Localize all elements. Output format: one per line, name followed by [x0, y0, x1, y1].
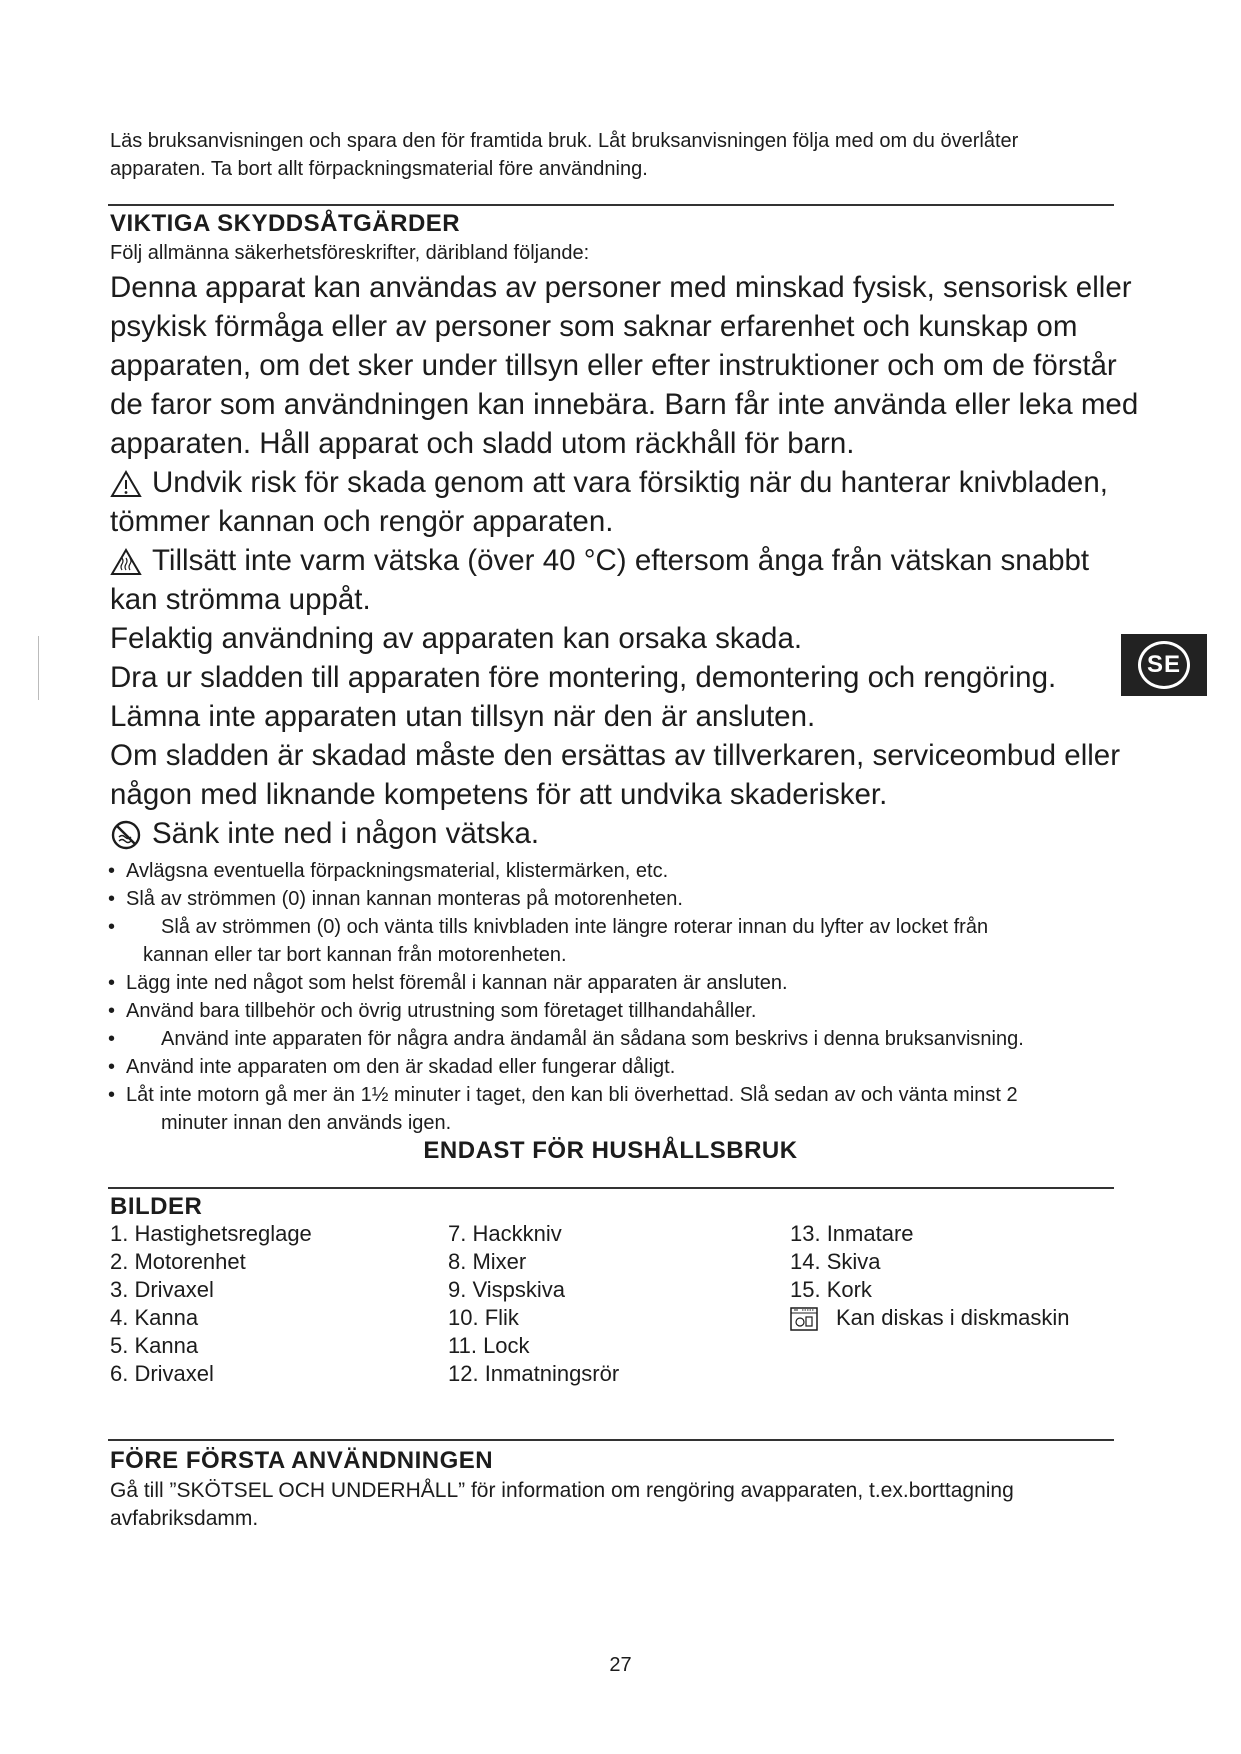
language-badge	[1121, 634, 1207, 696]
hot-liquid-line	[110, 541, 1140, 619]
part-item: 8. Mixer	[448, 1249, 527, 1274]
divider	[108, 1187, 1114, 1189]
list-item-continuation: kannan eller tar bort kannan från motorenheten.	[143, 944, 567, 966]
hot-liquid-text: Tillsätt inte varm vätska (över 40 °C) eftersom ånga från vätskan snabbt kan strömma uppåt.	[110, 544, 1090, 616]
part-item: 7. Hackkniv	[448, 1221, 562, 1246]
warning-line	[110, 463, 1140, 541]
part-item: 6. Drivaxel	[110, 1361, 214, 1386]
before-use-text: Gå till ”SKÖTSEL OCH UNDERHÅLL” för information om rengöring avapparaten, t.ex.borttagning avfabriksdamm.	[110, 1479, 1014, 1530]
part-item: 12. Inmatningsrör	[448, 1361, 620, 1386]
list-item: • Avlägsna eventuella förpackningsmaterial, klistermärken, etc.	[108, 857, 1108, 885]
part-item: 1. Hastighetsreglage	[110, 1221, 312, 1246]
part-item: 2. Motorenhet	[110, 1249, 246, 1274]
pictures-heading: BILDER	[110, 1193, 203, 1220]
part-item: 3. Drivaxel	[110, 1277, 214, 1302]
parts-column-2	[448, 1220, 619, 1388]
before-use-heading: FÖRE FÖRSTA ANVÄNDNINGEN	[110, 1447, 494, 1474]
part-item: 10. Flik	[448, 1305, 519, 1330]
part-item: 14. Skiva	[790, 1249, 881, 1274]
cord-damage-text: Om sladden är skadad måste den ersättas av tillverkaren, serviceombud eller någon med liknande kompetens för att undvika skaderisker.	[110, 739, 1121, 811]
part-item: 13. Inmatare	[790, 1221, 914, 1246]
safety-paragraph: Denna apparat kan användas av personer med minskad fysisk, sensorisk eller psykisk förmåga eller av personer som saknar erfarenhet och kunskap om apparaten, om det sker under tillsyn eller efter instruktioner och om de förstår de faror som användningen kan innebära. Barn får inte använda eller leka med apparaten. Håll apparat och sladd utom räckhåll för barn.	[110, 271, 1139, 460]
safety-bullet-list	[108, 857, 1108, 1137]
part-item: 15. Kork	[790, 1277, 872, 1302]
margin-mark	[38, 636, 39, 700]
safety-subheading: Följ allmänna säkerhetsföreskrifter, däribland följande:	[110, 242, 590, 264]
dishwasher-text: Kan diskas i diskmaskin	[836, 1305, 1070, 1330]
no-immerse-line	[110, 814, 1140, 853]
misuse-text: Felaktig användning av apparaten kan orsaka skada.	[110, 622, 803, 655]
part-item: 11. Lock	[448, 1333, 530, 1358]
no-immerse-text: Sänk inte ned i någon vätska.	[152, 817, 540, 850]
list-item-text: Låt inte motorn gå mer än 1½ minuter i taget, den kan bli överhettad. Slå sedan av och vänta minst 2	[126, 1084, 1018, 1106]
hot-liquid-warning-icon	[110, 548, 142, 576]
warning-triangle-icon	[110, 470, 142, 498]
part-item: 5. Kanna	[110, 1333, 199, 1358]
parts-column-1	[110, 1220, 312, 1388]
list-item	[108, 913, 1108, 969]
divider	[108, 1439, 1114, 1441]
do-not-immerse-icon	[110, 819, 142, 851]
dishwasher-icon	[790, 1307, 818, 1331]
part-item: 9. Vispskiva	[448, 1277, 565, 1302]
list-item-continuation: minuter innan den används igen.	[161, 1112, 452, 1134]
dishwasher-note	[790, 1304, 1070, 1332]
page-number: 27	[609, 1654, 632, 1676]
list-item: • Använd inte apparaten om den är skadad eller fungerar dåligt.	[108, 1053, 1108, 1081]
list-item: • Använd bara tillbehör och övrig utrustning som företaget tillhandahåller.	[108, 997, 1108, 1025]
part-item: 4. Kanna	[110, 1305, 199, 1330]
list-item	[108, 1081, 1108, 1137]
unplug-text: Dra ur sladden till apparaten före montering, demontering och rengöring.	[110, 661, 1057, 694]
safety-heading: VIKTIGA SKYDDSÅTGÄRDER	[110, 210, 461, 237]
parts-column-3	[790, 1220, 1070, 1332]
list-item: • Slå av strömmen (0) innan kannan monteras på motorenheten.	[108, 885, 1108, 913]
unattended-text: Lämna inte apparaten utan tillsyn när den är ansluten.	[110, 700, 816, 733]
list-item-text: Slå av strömmen (0) och vänta tills knivbladen inte längre roterar innan du lyfter av locket från	[161, 916, 989, 938]
divider	[108, 204, 1114, 206]
list-item: • Lägg inte ned något som helst föremål i kannan när apparaten är ansluten.	[108, 969, 1108, 997]
list-item: • Använd inte apparaten för några andra ändamål än sådana som beskrivs i denna bruksanvisning.	[108, 1025, 1108, 1053]
household-use-heading: ENDAST FÖR HUSHÅLLSBRUK	[423, 1137, 798, 1164]
language-badge-label: SE	[1138, 641, 1190, 689]
warning-text: Undvik risk för skada genom att vara försiktig när du hanterar knivbladen, tömmer kannan och rengör apparaten.	[110, 466, 1108, 538]
intro-text: Läs bruksanvisningen och spara den för framtida bruk. Låt bruksanvisningen följa med om du överlåter apparaten. Ta bort allt förpackningsmaterial före användning.	[110, 130, 1019, 180]
safety-main-text	[110, 268, 1140, 853]
